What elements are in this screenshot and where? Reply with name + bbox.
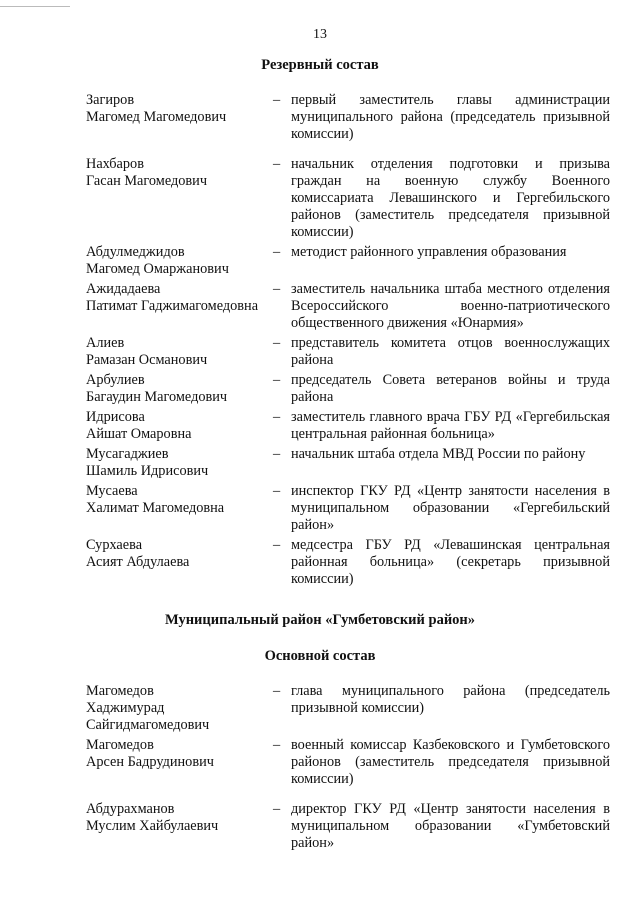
member-row: Нахбаров Гасан Магомедович – начальник отделения подготовки и призыва граждан на военную службу Военного комиссариата Левашинского и Гергебильского районов (заместитель председателя призывной комиссии) — [86, 156, 610, 240]
member-position: директор ГКУ РД «Центр занятости населения в муниципальном образовании «Гумбетовский район» — [291, 801, 610, 851]
member-row: Загиров Магомед Магомедович – первый заместитель главы администрации муниципального района (председатель призывной комиссии) — [86, 92, 610, 142]
member-position: глава муниципального района (председатель призывной комиссии) — [291, 683, 610, 716]
member-position: медсестра ГБУ РД «Левашинская центральная районная больница» (секретарь призывной комиссии) — [291, 537, 610, 587]
member-name: Ажидадаева Патимат Гаджимагомедовна — [86, 281, 259, 314]
member-position: председатель Совета ветеранов войны и труда района — [291, 372, 610, 405]
member-name: Идрисова Айшат Омаровна — [86, 409, 192, 442]
member-position: инспектор ГКУ РД «Центр занятости населения в муниципальном образовании «Гергебильский район» — [291, 483, 610, 533]
member-position: военный комиссар Казбековского и Гумбетовского районов (заместитель председателя призывной комиссии) — [291, 737, 610, 787]
member-name: Нахбаров Гасан Магомедович — [86, 156, 208, 189]
main-members-list — [86, 683, 610, 855]
member-name: Арбулиев Багаудин Магомедович — [86, 372, 228, 405]
member-name: Алиев Рамазан Османович — [86, 335, 208, 368]
member-position: заместитель начальника штаба местного отделения Всероссийского военно-патриотического общественного движения «Юнармия» — [291, 281, 610, 331]
section-heading-reserve: Резервный состав — [261, 57, 379, 73]
member-position: начальник штаба отдела МВД России по району — [291, 446, 586, 462]
member-name: Сурхаева Асият Абдулаева — [86, 537, 190, 570]
member-row: Магомедов Хаджимурад Сайгидмагомедович – глава муниципального района (председатель призывной комиссии) — [86, 683, 610, 733]
member-name: Загиров Магомед Магомедович — [86, 92, 227, 125]
member-position: представитель комитета отцов военнослужащих района — [291, 335, 610, 368]
member-position: первый заместитель главы администрации муниципального района (председатель призывной комиссии) — [291, 92, 610, 142]
member-row: Алиев Рамазан Османович – представитель комитета отцов военнослужащих района — [86, 335, 610, 368]
member-row: Сурхаева Асият Абдулаева – медсестра ГБУ РД «Левашинская центральная районная больница» (секретарь призывной комиссии) — [86, 537, 610, 587]
member-position: заместитель главного врача ГБУ РД «Гергебильская центральная районная больница» — [291, 409, 610, 442]
reserve-members-list — [86, 92, 610, 591]
member-position: методист районного управления образования — [291, 244, 567, 260]
member-row: Идрисова Айшат Омаровна – заместитель главного врача ГБУ РД «Гергебильская центральная районная больница» — [86, 409, 610, 442]
member-row: Магомедов Арсен Бадрудинович – военный комиссар Казбековского и Гумбетовского районов (заместитель председателя призывной комиссии) — [86, 737, 610, 787]
member-row: Мусаева Халимат Магомедовна – инспектор ГКУ РД «Центр занятости населения в муниципальном образовании «Гергебильский район» — [86, 483, 610, 533]
member-row: Абдурахманов Муслим Хайбулаевич – директор ГКУ РД «Центр занятости населения в муниципальном образовании «Гумбетовский район» — [86, 801, 610, 851]
section-heading-main: Основной состав — [264, 648, 376, 664]
page-number: 13 — [313, 27, 327, 42]
member-row: Арбулиев Багаудин Магомедович – председатель Совета ветеранов войны и труда района — [86, 372, 610, 405]
member-row: Ажидадаева Патимат Гаджимагомедовна – заместитель начальника штаба местного отделения Всероссийского военно-патриотического общественного движения «Юнармия» — [86, 281, 610, 331]
member-name: Мусаева Халимат Магомедовна — [86, 483, 225, 516]
member-name: Абдурахманов Муслим Хайбулаевич — [86, 801, 219, 834]
member-name: Магомедов Хаджимурад Сайгидмагомедович — [86, 683, 210, 733]
member-row: Абдулмеджидов Магомед Омаржанович – методист районного управления образования — [86, 244, 610, 278]
member-position: начальник отделения подготовки и призыва граждан на военную службу Военного комиссариата Левашинского и Гергебильского районов (заместитель председателя призывной комиссии) — [291, 156, 610, 240]
district-title: Муниципальный район «Гумбетовский район» — [164, 612, 476, 628]
member-name: Абдулмеджидов Магомед Омаржанович — [86, 244, 229, 277]
scan-artifact-line — [0, 6, 70, 7]
member-name: Магомедов Арсен Бадрудинович — [86, 737, 214, 770]
member-row: Мусагаджиев Шамиль Идрисович – начальник штаба отдела МВД России по району — [86, 446, 610, 480]
member-name: Мусагаджиев Шамиль Идрисович — [86, 446, 209, 479]
